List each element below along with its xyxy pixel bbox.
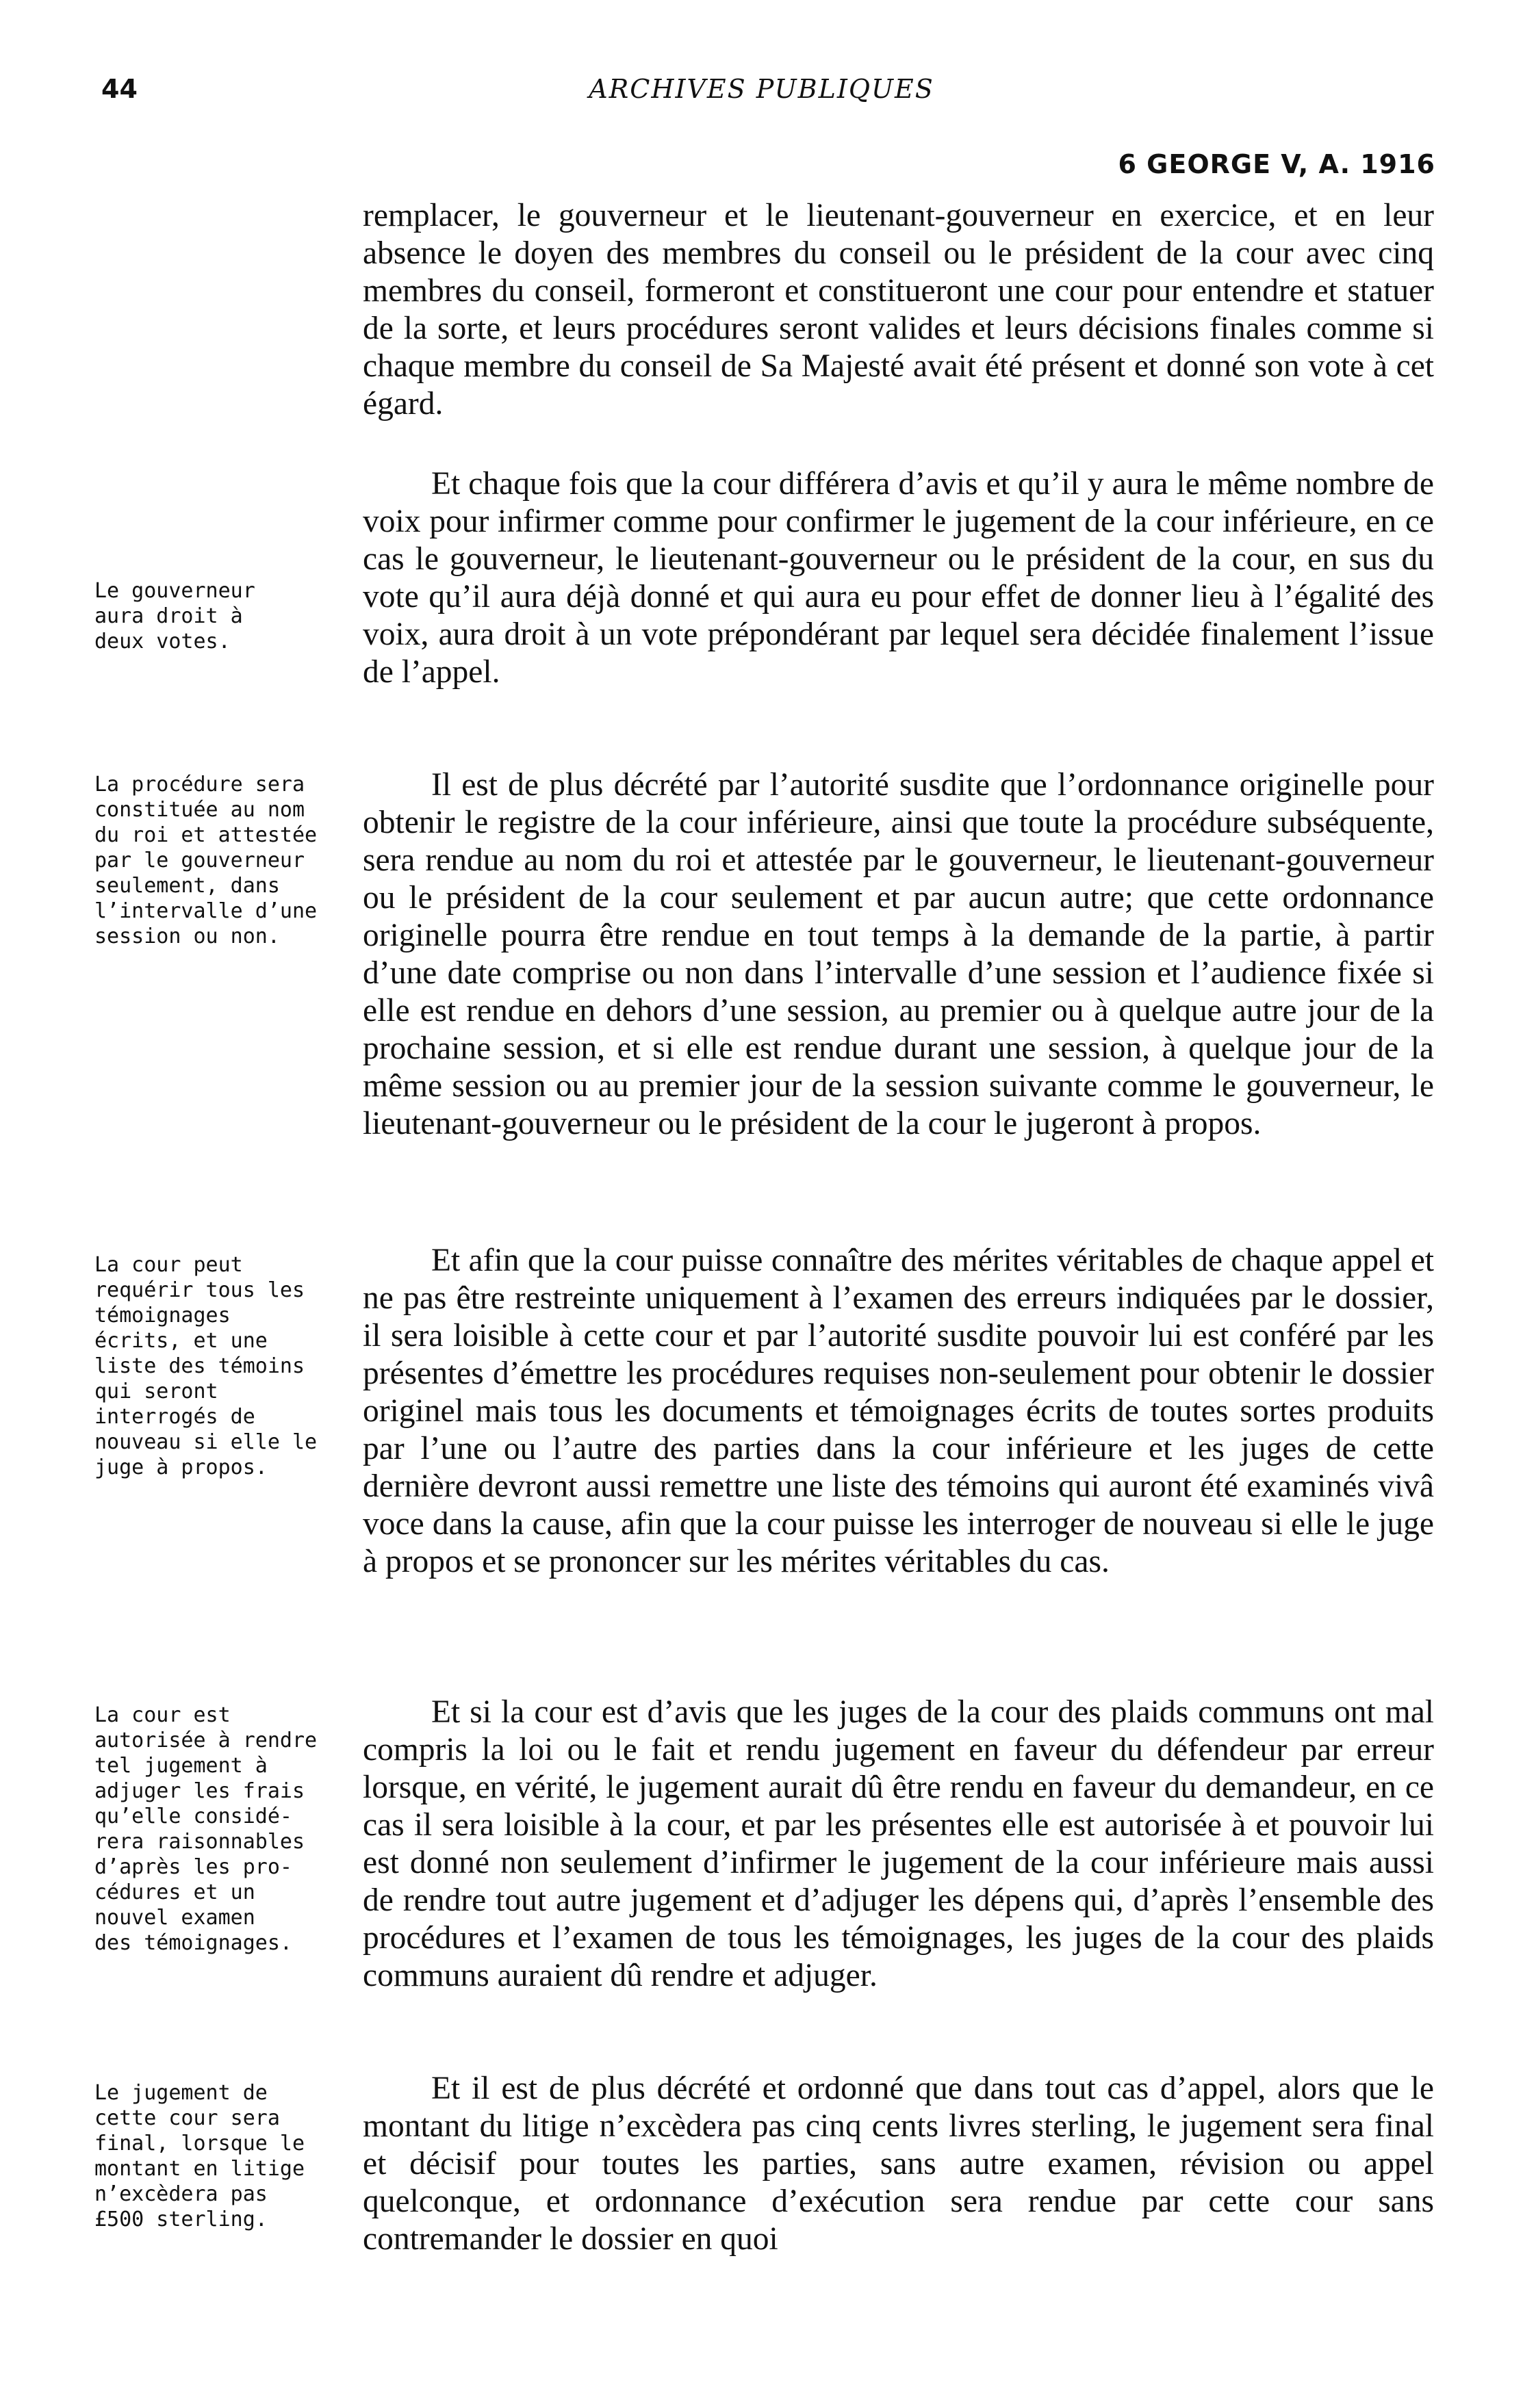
margin-note-3: La cour peut requérir tous les témoignages écrits, et une liste des témoins qui seront interrogés de nouveau si elle le juge à propos.	[94, 1253, 318, 1479]
paragraph-text: remplacer, le gouverneur et le lieutenant-gouverneur en exercice, et en leur absence le doyen des membres du conseil ou le président de la cour avec cinq membres du conseil, formeront et constitueront une cour pour entendre et statuer de la sorte, et leurs procédures seront valides et leurs décisions finales comme si chaque membre du conseil de Sa Majesté avait été présent et donné son vote à cet égard.	[363, 198, 1434, 422]
paragraph-5	[363, 1694, 1434, 1995]
page-number: 44	[101, 74, 138, 104]
paragraph-text: Et il est de plus décrété et ordonné que dans tout cas d’appel, alors que le montant du litige n’excèdera pas cinq cents livres sterling, le jugement sera final et décisif pour toutes les parties, sans autre examen, révision ou appel quelconque, et ordonnance d’exécution sera rendue par cette cour sans contremander le dossier en quoi	[363, 2071, 1434, 2257]
margin-note-5: Le jugement de cette cour sera final, lorsque le montant en litige n’excèdera pas £500 sterling.	[94, 2081, 305, 2231]
session-label: 6 GEORGE V, A. 1916	[1118, 149, 1435, 179]
paragraph-4	[363, 1242, 1434, 1581]
margin-note-1: Le gouverneur aura droit à deux votes.	[94, 579, 255, 653]
paragraph-text: Et si la cour est d’avis que les juges de la cour des plaids communs ont mal compris la loi ou le fait et rendu jugement en faveur du défendeur par erreur lorsque, en vérité, le jugement aurait dû être rendu en faveur du demandeur, en ce cas il sera loisible à la cour, et par les présentes elle est autorisée à et pouvoir lui est donné non seulement d’infirmer le jugement de la cour inférieure mais aussi de rendre tout autre jugement et d’adjuger les dépens qui, d’après l’ensemble des procédures et l’examen de tous les témoignages, les juges de la cour des plaids communs auraient dû rendre et adjuger.	[363, 1694, 1434, 1993]
paragraph-1	[363, 197, 1434, 423]
margin-note-4: La cour est autorisée à rendre tel jugement à adjuger les frais qu’elle considé- rera raisonnables d’après les pro- cédures et un nouvel examen des témoignages.	[94, 1703, 318, 1955]
margin-note-2: La procédure sera constituée au nom du roi et attestée par le gouverneur seulement, dans l’intervalle d’une session ou non.	[94, 773, 318, 948]
paragraph-2	[363, 465, 1434, 691]
paragraph-6	[363, 2070, 1434, 2258]
paragraph-text: Et chaque fois que la cour différera d’avis et qu’il y aura le même nombre de voix pour infirmer comme pour confirmer le jugement de la cour inférieure, en ce cas le gouverneur, le lieutenant-gouverneur ou le président de la cour, en sus du vote qu’il aura déjà donné et qui aura eu pour effet de donner lieu à l’égalité des voix, aura droit à un vote prépondérant par lequel sera décidée finalement l’issue de l’appel.	[363, 466, 1434, 690]
running-title: ARCHIVES PUBLIQUES	[589, 74, 934, 104]
paragraph-text: Il est de plus décrété par l’autorité susdite que l’ordonnance originelle pour obtenir le registre de la cour inférieure, ainsi que toute la procédure subséquente, sera rendue au nom du roi et attestée par le gouverneur, le lieutenant-gouverneur ou le président de la cour seulement et par aucun autre; que cette ordonnance originelle pourra être rendue en tout temps à la demande de la partie, à partir d’une date comprise ou non dans l’intervalle d’une session et l’audience fixée si elle est rendue en dehors d’une session, au premier ou à quelque autre jour de la prochaine session, et si elle est rendue durant une session, à quelque jour de la même session ou au premier jour de la session suivante comme le gouverneur, le lieutenant-gouverneur ou le président de la cour le jugeront à propos.	[363, 767, 1434, 1141]
paragraph-text: Et afin que la cour puisse connaître des mérites véritables de chaque appel et ne pas être restreinte uniquement à l’examen des erreurs indiquées par le dossier, il sera loisible à cette cour et par l’autorité susdite pouvoir lui est conféré par les présentes d’émettre les procédures requises non-seulement pour obtenir le dossier originel mais tous les documents et témoignages écrits de toutes sortes produits par l’une ou l’autre des parties dans la cour inférieure et les juges de cette dernière devront aussi remettre une liste des témoins qui auront été examinés vivâ voce dans la cause, afin que la cour puisse les interroger de nouveau si elle le juge à propos et se prononcer sur les mérites véritables du cas.	[363, 1243, 1434, 1579]
paragraph-3	[363, 766, 1434, 1143]
